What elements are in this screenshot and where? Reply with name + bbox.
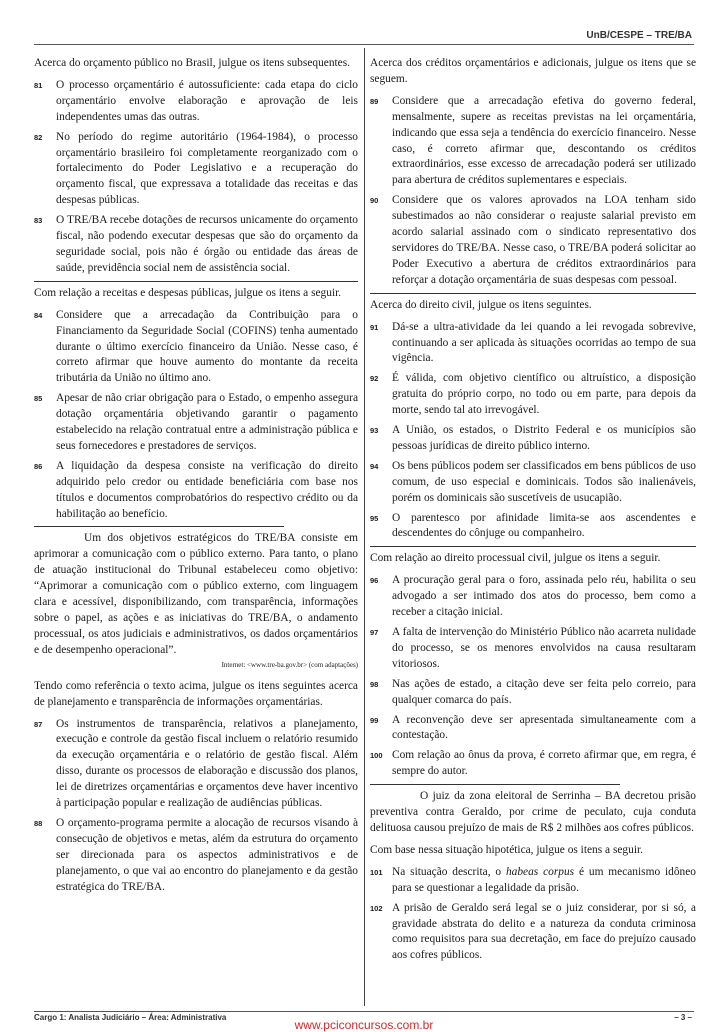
- question-text: O orçamento-programa permite a alocação de recursos visando à consecução de objetivos e metas, além da estrutura do orçamento ser direcionada para os aspectos administrativos e de planejamento, o que vai ao encontro do planejamento e da gestão estratégica do TRE/BA.: [56, 816, 358, 893]
- question-text: Com relação ao ônus da prova, é correto afirmar que, em regra, é sempre do autor.: [392, 749, 696, 778]
- question-number: 93: [370, 426, 379, 436]
- question-text: O TRE/BA recebe dotações de recursos unicamente do orçamento fiscal, não podendo executar despesas que são do orçamento da seguridade social, pois não é órgão ou entidade das áreas de saúde, previdência social nem de assistência social.: [56, 214, 358, 274]
- source-url-link[interactable]: www.pciconcursos.com.br: [294, 1018, 434, 1032]
- question-number: 85: [34, 394, 43, 404]
- question-item: [370, 748, 696, 780]
- section-rule: [34, 281, 358, 282]
- question-number: 90: [370, 196, 379, 206]
- section-intro: Tendo como referência o texto acima, julgue os itens seguintes acerca de planejamento e transparência de informações orçamentárias.: [34, 679, 358, 708]
- question-text: A União, os estados, o Distrito Federal e os municípios são pessoas jurídicas de direito público interno.: [392, 424, 696, 452]
- section-rule: [370, 784, 620, 785]
- question-item: [370, 865, 696, 897]
- question-number: 89: [370, 96, 379, 106]
- item-list: [370, 573, 696, 780]
- column-divider: [364, 48, 365, 1006]
- section-intro: Com base nessa situação hipotética, julgue os itens a seguir.: [370, 843, 643, 856]
- question-text: Considere que a arrecadação da Contribuição para o Financiamento da Seguridade Social (COFINS) tenha aumentado durante o último exercício financeiro da União. Nesse caso, é correto afirmar que houve aumento do montante da receita tributária da União no último ano.: [56, 308, 358, 385]
- question-number: 92: [370, 374, 379, 384]
- footer-cargo: Cargo 1: Analista Judiciário – Área: Administrativa: [34, 1013, 227, 1022]
- question-text: O parentesco por afinidade limita-se aos ascendentes e descendentes do cônjuge ou companheiro.: [392, 511, 696, 540]
- question-number: 91: [370, 322, 379, 332]
- question-text: A procuração geral para o foro, assinada pelo réu, habilita o seu advogado a ser intimado dos atos do processo, bem como a receber a citação inicial.: [392, 574, 696, 619]
- question-text: Na situação descrita, o habeas corpus é um mecanismo idôneo para se questionar a legalidade da prisão.: [392, 865, 697, 894]
- question-text: Considere que a arrecadação efetiva do governo federal, mensalmente, supere as receitas previstas na lei orçamentária, indicando que essa seja a tendência do exercício financeiro. Nesse caso, é correto afirmar que, descontando os créditos extraordinários, esse excesso de arrecadação poderá ser utilizado para abertura de créditos suplementares e especiais.: [392, 94, 696, 187]
- question-item: [34, 459, 358, 523]
- question-text: Considere que os valores aprovados na LOA tenham sido subestimados ao não considerar o reajuste salarial previsto em acordo salarial assinado com o sindicato representativo dos servidores do TRE/BA. Nesse caso, o TRE/BA poderá solicitar ao Poder Executivo a abertura de créditos extraordinários para reforçar a dotação orçamentária de suas despesas com pessoal.: [392, 194, 696, 286]
- question-text: Os instrumentos de transparência, relativos a planejamento, execução e controle da gestão fiscal incluem o relatório resumido da execução orçamentária e o relatório de gestão fiscal. Além disso, durante os processos de elaboração e discussão dos planos, lei de diretrizes orçamentárias e orçamentos deve haver incentivo à participação popular e realização de audiências públicas.: [56, 717, 358, 810]
- question-item: [370, 625, 696, 673]
- item-list: [370, 320, 696, 543]
- question-number: 84: [34, 310, 43, 320]
- question-item: [34, 213, 358, 277]
- page-number: – 3 –: [674, 1013, 692, 1022]
- question-text: Apesar de não criar obrigação para o Estado, o empenho assegura dotação orçamentária objetivando garantir o pagamento estabelecido na relação contratual entre a administração pública e seus fornecedores e prestadores de serviços.: [56, 392, 358, 452]
- question-item: [370, 573, 696, 621]
- question-number: 81: [34, 80, 43, 90]
- question-text: A falta de intervenção do Ministério Público não acarreta nulidade do processo, se os menores envolvidos na causa resultaram vitoriosos.: [392, 626, 696, 670]
- question-number: 100: [370, 751, 383, 761]
- footer-rule: [34, 1011, 694, 1012]
- section-rule: [370, 293, 696, 294]
- left-column: [34, 56, 358, 900]
- passage-text: O juiz da zona eleitoral de Serrinha – BA decretou prisão preventiva contra Geraldo, por crime de peculato, cuja conduta delituosa causou prejuízo de mais de R$ 2 milhões aos cofres públicos.: [370, 790, 696, 834]
- item-list: [370, 901, 696, 965]
- question-number: 102: [370, 903, 383, 913]
- section-rule: [34, 526, 284, 527]
- question-number: 88: [34, 818, 43, 828]
- question-text: A reconvenção deve ser apresentada simultaneamente com a contestação.: [392, 713, 696, 742]
- question-number: 95: [370, 513, 379, 523]
- section-intro: Acerca do direito civil, julgue os itens seguintes.: [370, 298, 592, 311]
- question-item: [370, 423, 696, 455]
- question-number: 86: [34, 461, 43, 471]
- question-text: No período do regime autoritário (1964-1984), o processo orçamentário brasileiro foi completamente reorganizado com o fortalecimento do Poder Legislativo e a recuperação do orçamento fiscal, que expressava a totalidade das receitas e das despesas públicas.: [56, 130, 358, 207]
- question-item: [370, 371, 696, 419]
- question-item: [370, 677, 696, 709]
- question-text: É válida, com objetivo científico ou altruístico, a disposição gratuita do próprio corpo, no todo ou em parte, para depois da morte, sendo tal ato irrevogável.: [392, 372, 696, 417]
- question-item: [34, 130, 358, 210]
- question-item: [34, 816, 358, 896]
- question-number: 101: [370, 867, 383, 877]
- question-item: [370, 459, 696, 507]
- item-list: [370, 94, 696, 289]
- question-number: 96: [370, 576, 379, 586]
- question-item: [370, 320, 696, 368]
- item-list: [34, 308, 358, 523]
- section-intro: Acerca do orçamento público no Brasil, julgue os itens subsequentes.: [34, 57, 351, 69]
- right-column: [370, 56, 696, 968]
- question-text: A prisão de Geraldo será legal se o juiz considerar, por si só, a gravidade abstrata do delito e a natureza da conduta criminosa como requisitos para sua decretação, em face do prejuízo causado aos cofres públicos.: [392, 901, 696, 962]
- item-list: [34, 717, 358, 896]
- source-citation: Internet: <www.tre-ba.gov.br> (com adaptações): [221, 660, 358, 669]
- question-text: Dá-se a ultra-atividade da lei quando a lei revogada sobrevive, continuando a ser aplicada às situações ocorridas ao tempo de sua vigência.: [392, 320, 696, 365]
- passage-text: Um dos objetivos estratégicos do TRE/BA consiste em aprimorar a comunicação com o público externo. Para tanto, o plano de atuação institucional do Tribunal estabeleceu como objetivo: “Aprimorar a comunicação com o público externo, com linguagem clara e acessível, disponibilizando, com transparência, informações sobre o papel, as ações e as iniciativas do TRE/BA, o andamento processual, os atos judiciais e administrativos, os dados orçamentários e de desempenho operacional”.: [34, 532, 358, 656]
- question-item: [34, 308, 358, 388]
- question-number: 94: [370, 461, 379, 471]
- question-number: 98: [370, 679, 379, 689]
- italic-term: habeas corpus: [505, 865, 575, 878]
- section-rule: [370, 546, 696, 547]
- question-text: Nas ações de estado, a citação deve ser feita pelo correio, para qualquer comarca do país.: [392, 677, 696, 706]
- section-intro: Com relação a receitas e despesas públicas, julgue os itens a seguir.: [34, 286, 342, 299]
- section-intro: Com relação ao direito processual civil, julgue os itens a seguir.: [370, 552, 661, 565]
- question-item: [34, 391, 358, 455]
- question-number: 99: [370, 715, 379, 725]
- question-number: 83: [34, 216, 43, 226]
- question-text: Os bens públicos podem ser classificados em bens públicos de uso comum, de uso especial e dominicais. Todos são inalienáveis, porém os dominicais são suscetíveis de usucapião.: [392, 459, 696, 504]
- section-intro: Acerca dos créditos orçamentários e adicionais, julgue os itens que se seguem.: [370, 57, 696, 85]
- question-item: [370, 511, 696, 543]
- question-item: [34, 717, 358, 812]
- question-item: [370, 901, 696, 965]
- question-number: 82: [34, 132, 43, 142]
- question-text: A liquidação da despesa consiste na verificação do direito adquirido pelo credor ou entidade beneficiária com base nos títulos e documentos comprobatórios do respectivo crédito ou da habilitação ao benefício.: [56, 459, 358, 520]
- question-item: [370, 713, 696, 745]
- question-number: 97: [370, 628, 379, 637]
- question-item: [34, 78, 358, 126]
- question-item: [370, 193, 696, 288]
- question-number: 87: [34, 719, 43, 729]
- page-header: UnB/CESPE – TRE/BA: [586, 30, 692, 41]
- header-rule: [34, 44, 694, 45]
- item-list: [34, 78, 358, 277]
- question-item: [370, 94, 696, 189]
- question-text: O processo orçamentário é autossuficiente: cada etapa do ciclo orçamentário envolve elaboração e aprovação de leis independentes umas das outras.: [56, 78, 358, 123]
